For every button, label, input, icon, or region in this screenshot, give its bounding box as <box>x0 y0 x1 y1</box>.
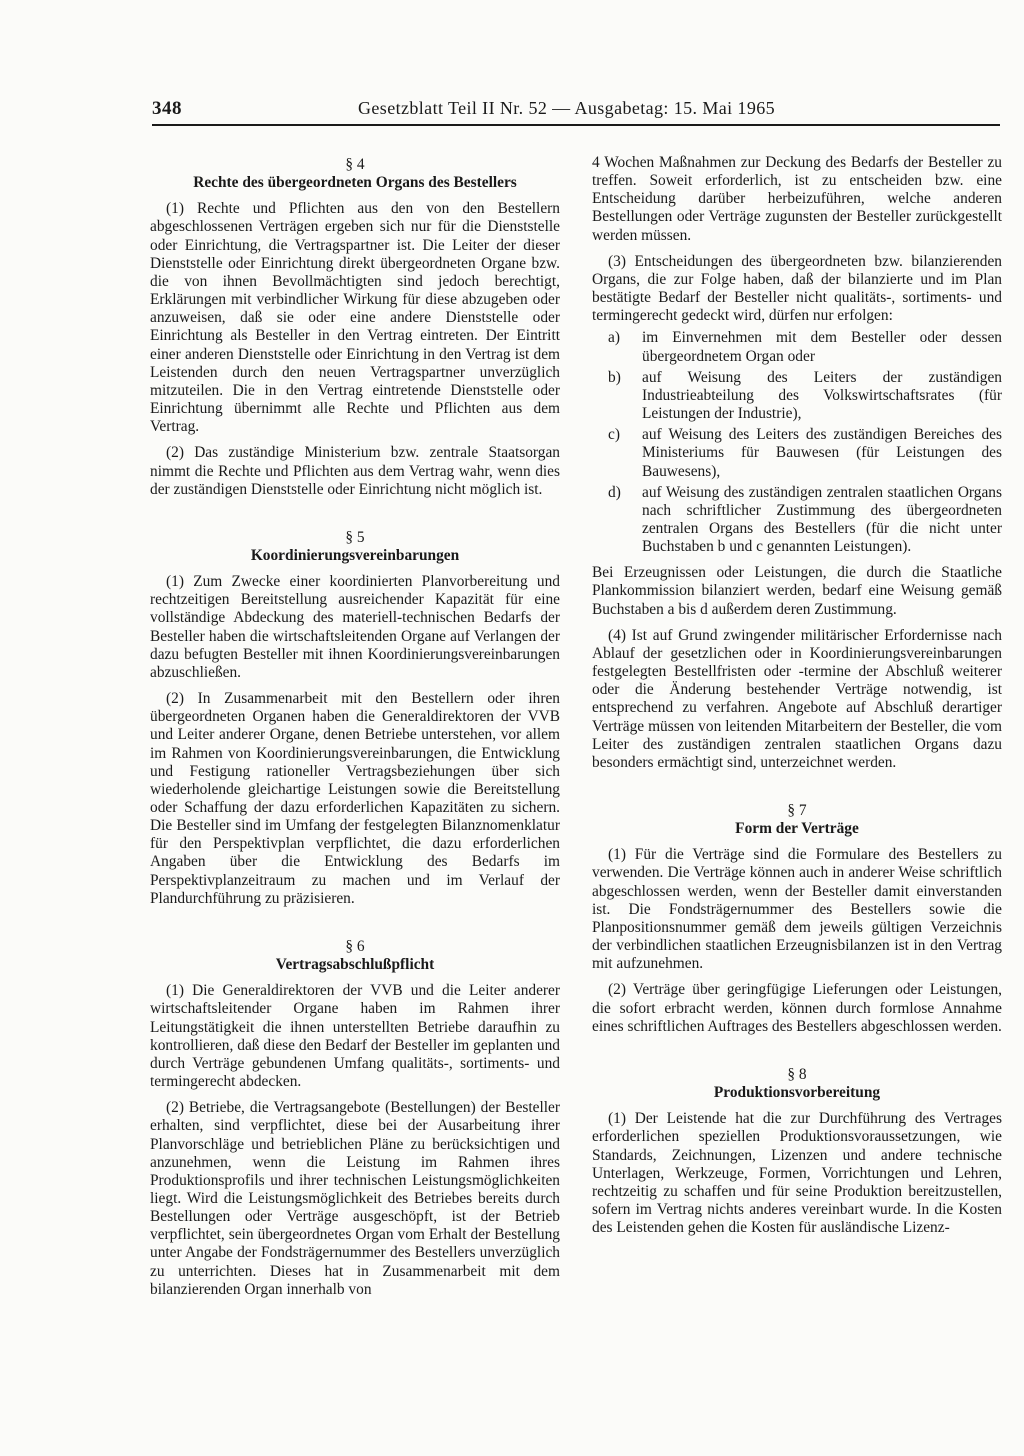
list-item-text: auf Weisung des Leiters der zuständigen Industrieabteilung des Volkswirtschaftsrates (für Leistungen der Industrie), <box>642 368 1002 423</box>
right-column <box>592 154 1002 1245</box>
section-6-list <box>592 329 1002 556</box>
list-item-text: im Einvernehmen mit dem Besteller oder dessen übergeordnetem Organ oder <box>642 329 1002 365</box>
list-item-label: b) <box>608 368 621 386</box>
section-7-paragraph-1: (1) Für die Verträge sind die Formulare des Bestellers zu verwenden. Die Verträge können auch in anderer Weise schriftlich abgeschlossen werden, wenn der Besteller damit einverstanden ist. Die Fondsträgernummer des Bestellers sowie die Planpositionsnummer gemäß dem jeweils gültigen Verzeichnis der verbindlichen staatlichen Erzeugnisbilanzen ist in den Vertrag mit aufzunehmen. <box>592 846 1002 973</box>
list-item-label: d) <box>608 483 621 501</box>
page-header <box>152 94 1000 126</box>
page-number: 348 <box>152 98 182 119</box>
list-item <box>592 369 1002 423</box>
section-6-paragraph-2: (2) Betriebe, die Vertragsangebote (Bestellungen) der Besteller erhalten, sind verpflichtet, diese bei der Ausarbeitung ihrer Planvorschläge und betrieblichen Pläne zu berücksichtigen und anzunehmen, wenn die Leistung im Rahmen ihres Produktionsprofils und ihrer technischen Leistungsmöglichkeiten liegt. Wird die Leistungsmöglichkeit des Betriebes bereits durch Bestellungen oder Verträge ausgeschöpft, ist der Betrieb verpflichtet, sein übergeordnetes Organ vom Erhalt der Bestellung unter Angabe der Fondsträgernummer des Bestellers unverzüglich zu unterrichten. Dieses hat in Zusammenarbeit mit dem bilanzierenden Organ innerhalb von <box>150 1099 560 1298</box>
section-6-paragraph-4: (4) Ist auf Grund zwingender militärischer Erfordernisse nach Ablauf der gesetzlichen oder in Koordinierungsvereinbarungen festgelegten Bestellfristen oder -termine der Abschluß weiterer oder die Änderung bestehender Verträge notwendig, ist entsprechend zu verfahren. Angebote auf Abschluß derartiger Verträge müssen von leitenden Mitarbeitern der Besteller, die vom Leiter des zuständigen zentralen staatlichen Organs dazu besonders ermächtigt sind, unterzeichnet werden. <box>592 626 1002 771</box>
section-6-paragraph-2-continued: 4 Wochen Maßnahmen zur Deckung des Bedarfs der Besteller zu treffen. Soweit erforderlich, ist zu entscheiden bzw. eine Entscheidung darüber herbeizuführen, welche anderen Bestellungen oder Verträge zugunsten der Besteller zurückgestellt werden müssen. <box>592 154 1002 244</box>
section-8-number: § 8 <box>787 1065 807 1083</box>
section-6-title: Vertragsabschlußpflicht <box>275 956 435 974</box>
list-item <box>592 484 1002 557</box>
section-7-title: Form der Verträge <box>735 820 859 838</box>
section-5-paragraph-1: (1) Zum Zwecke einer koordinierten Planvorbereitung und rechtzeitigen Bereitstellung ausreichender Kapazität für eine vollständige Abdeckung des materiell-technischen Bedarfs der Besteller haben die wirtschaftsleitenden Organe auf Verlangen der dazu befugten Besteller mit ihnen Koordinierungsvereinbarungen abzuschließen. <box>150 573 560 681</box>
list-item-text: auf Weisung des Leiters des zuständigen Bereiches des Ministeriums für Bauwesen (für Leistungen des Bauwesens), <box>642 426 1002 480</box>
section-4-number: § 4 <box>345 156 365 173</box>
section-5-paragraph-2: (2) In Zusammenarbeit mit den Bestellern oder ihren übergeordneten Organen haben die Generaldirektoren der VVB und Leiter anderer Organe, denen Betriebe unterstehen, vor allem im Rahmen von Koordinierungsvereinbarungen, die Entwicklung und Festigung rationeller Vertragsbeziehungen über sich wiederholende gleichartige Leistungen sowie die Bereitstellung oder Schaffung der dazu erforderlichen Kapazitäten zu sichern. Die Besteller sind im Umfang der festgelegten Bilanznomenklatur für den Perspektivplan verpflichtet, die dazu erforderlichen Angaben über die Entwicklung des Bedarfs im Perspektivplanzeitraum zu machen und im Verlauf der Plandurchführung zu präzisieren. <box>150 690 560 907</box>
left-column <box>150 156 560 1307</box>
section-6-after-list: Bei Erzeugnissen oder Leistungen, die durch die Staatliche Plankommission bilanziert werden, bedarf eine Weisung gemäß Buchstaben a bis d außerdem deren Zustimmung. <box>592 564 1002 618</box>
section-4-title: Rechte des übergeordneten Organs des Bestellers <box>193 174 517 192</box>
section-4-paragraph-2: (2) Das zuständige Ministerium bzw. zentrale Staatsorgan nimmt die Rechte und Pflichten aus dem Vertrag wahr, wenn dies der zuständigen Dienststelle oder Einrichtung nicht möglich ist. <box>150 444 560 498</box>
section-6-number: § 6 <box>345 937 365 955</box>
section-6-paragraph-3: (3) Entscheidungen des übergeordneten bzw. bilanzierenden Organs, die zur Folge haben, daß der bilanzierte und im Plan bestätigte Bedarf der Besteller nicht qualitäts-, sortiments- und termingerecht gedeckt wird, dürfen nur erfolgen: <box>592 252 1002 325</box>
section-8-title: Produktionsvorbereitung <box>713 1084 881 1102</box>
list-item <box>592 426 1002 480</box>
section-5-number: § 5 <box>345 528 365 546</box>
section-6-paragraph-1: (1) Die Generaldirektoren der VVB und die Leiter anderer wirtschaftsleitender Organe haben im Rahmen ihrer Leitungstätigkeit die ihnen unterstellten Betriebe daraufhin zu kontrollieren, daß diese den Bedarf der Besteller im geplanten und durch Verträge gebundenen Umfang qualitäts-, sortiments- und termingerecht abdecken. <box>150 982 560 1091</box>
section-5-title: Koordinierungsvereinbarungen <box>250 546 460 564</box>
list-item-label: c) <box>608 426 620 444</box>
list-item-label: a) <box>608 329 620 347</box>
gazette-title: Gesetzblatt Teil II Nr. 52 — Ausgabetag: 15. Mai 1965 <box>358 98 776 118</box>
list-item-text: auf Weisung des zuständigen zentralen staatlichen Organs nach schriftlicher Zustimmung des übergeordneten zentralen Organs des Bestellers (für die nicht unter Buchstaben b und c genannten Leistungen). <box>642 483 1002 556</box>
list-item <box>592 329 1002 365</box>
section-8-paragraph-1: (1) Der Leistende hat die zur Durchführung des Vertrages erforderlichen speziellen Produktionsvoraussetzungen, wie Standards, Zeichnungen, Lizenzen und andere technische Unterlagen, Werkzeuge, Formen, Vorrichtungen und Lehren, rechtzeitig zu schaffen und für seine Produktion bereitzustellen, sofern im Vertrag nichts anderes vereinbart wurde. In die Kosten des Leistenden gehen die Kosten für ausländische Lizenz- <box>592 1110 1002 1237</box>
section-7-number: § 7 <box>787 802 807 819</box>
section-4-paragraph-1: (1) Rechte und Pflichten aus den von den Bestellern abgeschlossenen Verträgen ergeben sich nur für die Dienststelle oder Einrichtung, die Vertragspartner ist. Die Leiter der dieser Dienststelle oder Einrichtung direkt übergeordneten Organe bzw. die von ihnen Bevollmächtigten sind jedoch berechtigt, Erklärungen mit verbindlicher Wirkung für diese abzugeben oder anzuweisen, daß sie oder eine andere Dienststelle oder Einrichtung als Besteller in den Vertrag eintreten. Der Eintritt einer anderen Dienststelle oder Einrichtung in den Vertrag ist dem Leistenden durch den neuen Vertragspartner unverzüglich mitzuteilen. Die in den Vertrag eintretende Dienststelle oder Einrichtung übernimmt alle Rechte und Pflichten aus dem Vertrag. <box>150 200 560 436</box>
section-7-paragraph-2: (2) Verträge über geringfügige Lieferungen oder Leistungen, die sofort erbracht werden, können durch formlose Annahme eines schriftlichen Auftrages des Bestellers abgeschlossen werden. <box>592 981 1002 1035</box>
